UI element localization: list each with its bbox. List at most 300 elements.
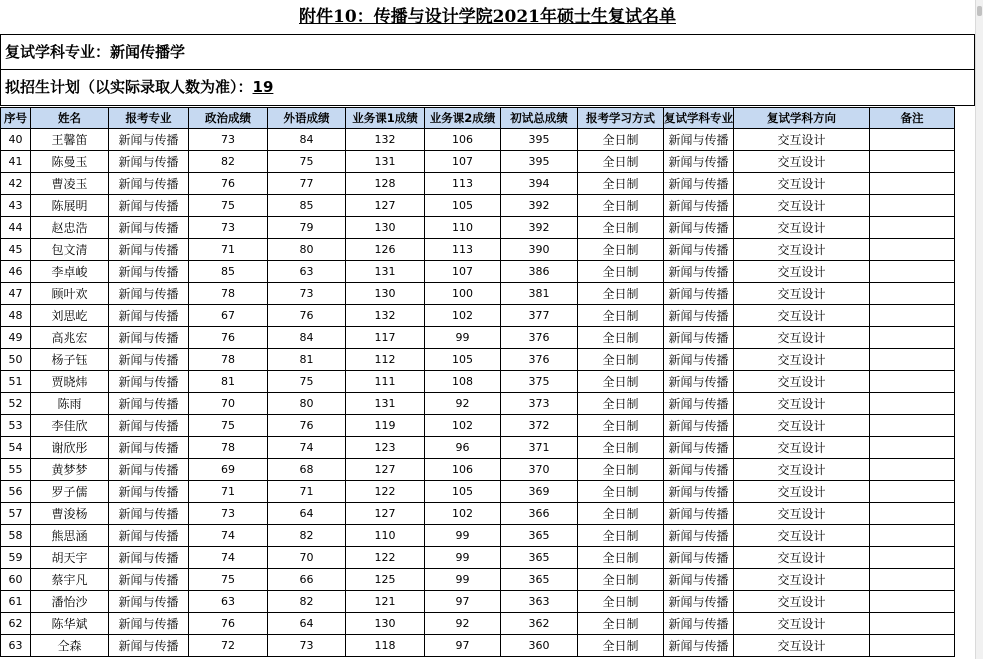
header-cell[interactable]: 报考学习方式 — [578, 108, 664, 129]
table-cell[interactable]: 新闻与传播 — [664, 459, 734, 481]
table-cell[interactable]: 新闻与传播 — [109, 195, 189, 217]
table-cell[interactable] — [870, 195, 955, 217]
table-cell[interactable]: 新闻与传播 — [664, 635, 734, 657]
table-cell[interactable]: 130 — [346, 283, 425, 305]
table-cell[interactable]: 76 — [189, 173, 268, 195]
table-cell[interactable]: 全日制 — [578, 503, 664, 525]
table-cell[interactable]: 全日制 — [578, 635, 664, 657]
header-cell[interactable]: 报考专业 — [109, 108, 189, 129]
table-cell[interactable]: 127 — [346, 503, 425, 525]
table-cell[interactable] — [870, 393, 955, 415]
table-cell[interactable]: 80 — [268, 393, 346, 415]
table-cell[interactable]: 交互设计 — [734, 525, 870, 547]
table-cell[interactable]: 132 — [346, 129, 425, 151]
table-cell[interactable]: 80 — [268, 239, 346, 261]
table-cell[interactable]: 105 — [425, 195, 501, 217]
table-cell[interactable]: 陈雨 — [31, 393, 109, 415]
table-cell[interactable] — [870, 459, 955, 481]
table-cell[interactable]: 新闻与传播 — [664, 569, 734, 591]
table-cell[interactable] — [870, 239, 955, 261]
table-cell[interactable]: 392 — [501, 217, 578, 239]
table-cell[interactable]: 81 — [268, 349, 346, 371]
table-cell[interactable]: 390 — [501, 239, 578, 261]
table-cell[interactable]: 新闻与传播 — [109, 481, 189, 503]
table-cell[interactable]: 新闻与传播 — [109, 129, 189, 151]
table-cell[interactable]: 73 — [268, 635, 346, 657]
table-cell[interactable]: 胡天宇 — [31, 547, 109, 569]
table-cell[interactable] — [870, 151, 955, 173]
table-cell[interactable]: 蔡宇凡 — [31, 569, 109, 591]
table-cell[interactable]: 113 — [425, 173, 501, 195]
table-cell[interactable]: 372 — [501, 415, 578, 437]
table-cell[interactable] — [870, 261, 955, 283]
table-cell[interactable] — [870, 481, 955, 503]
table-cell[interactable] — [870, 349, 955, 371]
table-cell[interactable]: 75 — [189, 569, 268, 591]
table-cell[interactable]: 112 — [346, 349, 425, 371]
table-cell[interactable]: 100 — [425, 283, 501, 305]
table-cell[interactable]: 新闻与传播 — [664, 547, 734, 569]
table-cell[interactable]: 新闻与传播 — [109, 503, 189, 525]
table-cell[interactable]: 新闻与传播 — [664, 393, 734, 415]
table-cell[interactable]: 新闻与传播 — [109, 173, 189, 195]
table-cell[interactable]: 105 — [425, 481, 501, 503]
table-cell[interactable]: 76 — [189, 613, 268, 635]
table-cell[interactable]: 131 — [346, 151, 425, 173]
table-cell[interactable]: 363 — [501, 591, 578, 613]
table-cell[interactable]: 全日制 — [578, 415, 664, 437]
table-cell[interactable]: 54 — [1, 437, 31, 459]
table-cell[interactable]: 交互设计 — [734, 151, 870, 173]
table-cell[interactable]: 366 — [501, 503, 578, 525]
table-cell[interactable] — [870, 547, 955, 569]
table-cell[interactable]: 交互设计 — [734, 481, 870, 503]
table-cell[interactable] — [870, 635, 955, 657]
table-cell[interactable]: 刘思屹 — [31, 305, 109, 327]
table-cell[interactable] — [870, 613, 955, 635]
table-cell[interactable]: 394 — [501, 173, 578, 195]
table-cell[interactable]: 杨子钰 — [31, 349, 109, 371]
table-cell[interactable]: 102 — [425, 503, 501, 525]
table-cell[interactable] — [870, 569, 955, 591]
table-cell[interactable]: 105 — [425, 349, 501, 371]
table-cell[interactable]: 交互设计 — [734, 437, 870, 459]
table-cell[interactable]: 全日制 — [578, 459, 664, 481]
table-cell[interactable]: 新闻与传播 — [664, 327, 734, 349]
table-cell[interactable]: 55 — [1, 459, 31, 481]
table-cell[interactable]: 92 — [425, 613, 501, 635]
table-cell[interactable]: 交互设计 — [734, 349, 870, 371]
table-cell[interactable]: 45 — [1, 239, 31, 261]
table-cell[interactable]: 交互设计 — [734, 569, 870, 591]
table-cell[interactable]: 106 — [425, 459, 501, 481]
table-cell[interactable]: 373 — [501, 393, 578, 415]
table-cell[interactable]: 99 — [425, 525, 501, 547]
table-cell[interactable]: 新闻与传播 — [664, 349, 734, 371]
table-cell[interactable]: 82 — [268, 591, 346, 613]
table-cell[interactable]: 123 — [346, 437, 425, 459]
table-cell[interactable]: 交互设计 — [734, 283, 870, 305]
table-cell[interactable]: 全日制 — [578, 569, 664, 591]
table-cell[interactable]: 全日制 — [578, 525, 664, 547]
table-cell[interactable]: 62 — [1, 613, 31, 635]
table-cell[interactable]: 107 — [425, 151, 501, 173]
table-cell[interactable] — [870, 129, 955, 151]
table-cell[interactable]: 全日制 — [578, 195, 664, 217]
table-cell[interactable]: 40 — [1, 129, 31, 151]
subject-row[interactable] — [0, 35, 975, 70]
table-cell[interactable]: 63 — [268, 261, 346, 283]
table-cell[interactable]: 新闻与传播 — [664, 415, 734, 437]
table-cell[interactable]: 118 — [346, 635, 425, 657]
table-cell[interactable]: 92 — [425, 393, 501, 415]
table-cell[interactable]: 362 — [501, 613, 578, 635]
table-cell[interactable]: 61 — [1, 591, 31, 613]
table-cell[interactable]: 111 — [346, 371, 425, 393]
table-cell[interactable]: 李佳欣 — [31, 415, 109, 437]
table-cell[interactable] — [870, 371, 955, 393]
table-cell[interactable]: 126 — [346, 239, 425, 261]
table-cell[interactable]: 新闻与传播 — [664, 151, 734, 173]
table-cell[interactable]: 全日制 — [578, 547, 664, 569]
table-cell[interactable]: 交互设计 — [734, 173, 870, 195]
table-cell[interactable]: 高兆宏 — [31, 327, 109, 349]
header-cell[interactable]: 序号 — [1, 108, 31, 129]
table-cell[interactable]: 59 — [1, 547, 31, 569]
table-cell[interactable]: 73 — [268, 283, 346, 305]
table-cell[interactable]: 全日制 — [578, 481, 664, 503]
table-cell[interactable] — [870, 437, 955, 459]
table-cell[interactable]: 73 — [189, 129, 268, 151]
table-cell[interactable]: 48 — [1, 305, 31, 327]
table-cell[interactable]: 85 — [268, 195, 346, 217]
header-cell[interactable]: 业务课2成绩 — [425, 108, 501, 129]
table-cell[interactable]: 57 — [1, 503, 31, 525]
table-cell[interactable]: 47 — [1, 283, 31, 305]
header-cell[interactable]: 初试总成绩 — [501, 108, 578, 129]
table-cell[interactable]: 82 — [189, 151, 268, 173]
table-cell[interactable]: 全日制 — [578, 305, 664, 327]
table-cell[interactable]: 392 — [501, 195, 578, 217]
table-cell[interactable]: 395 — [501, 129, 578, 151]
table-cell[interactable]: 全日制 — [578, 349, 664, 371]
header-cell[interactable]: 外语成绩 — [268, 108, 346, 129]
table-cell[interactable]: 125 — [346, 569, 425, 591]
table-cell[interactable]: 78 — [189, 437, 268, 459]
table-cell[interactable]: 新闻与传播 — [109, 525, 189, 547]
table-cell[interactable]: 交互设计 — [734, 459, 870, 481]
table-cell[interactable]: 新闻与传播 — [664, 173, 734, 195]
table-cell[interactable] — [870, 415, 955, 437]
table-cell[interactable]: 交互设计 — [734, 195, 870, 217]
table-cell[interactable]: 71 — [268, 481, 346, 503]
table-cell[interactable]: 121 — [346, 591, 425, 613]
table-cell[interactable]: 新闻与传播 — [109, 349, 189, 371]
table-cell[interactable] — [870, 217, 955, 239]
table-cell[interactable]: 97 — [425, 635, 501, 657]
table-cell[interactable]: 110 — [425, 217, 501, 239]
table-cell[interactable]: 77 — [268, 173, 346, 195]
table-cell[interactable]: 新闻与传播 — [664, 481, 734, 503]
table-cell[interactable]: 110 — [346, 525, 425, 547]
table-cell[interactable]: 新闻与传播 — [109, 283, 189, 305]
table-cell[interactable]: 交互设计 — [734, 503, 870, 525]
table-cell[interactable] — [870, 591, 955, 613]
table-cell[interactable]: 新闻与传播 — [109, 327, 189, 349]
table-cell[interactable]: 131 — [346, 393, 425, 415]
table-cell[interactable]: 113 — [425, 239, 501, 261]
table-cell[interactable]: 新闻与传播 — [664, 503, 734, 525]
table-cell[interactable]: 96 — [425, 437, 501, 459]
table-cell[interactable]: 新闻与传播 — [109, 569, 189, 591]
table-cell[interactable]: 黄梦梦 — [31, 459, 109, 481]
table-cell[interactable]: 127 — [346, 195, 425, 217]
table-cell[interactable]: 376 — [501, 349, 578, 371]
table-cell[interactable]: 贾晓炜 — [31, 371, 109, 393]
table-cell[interactable]: 新闻与传播 — [109, 459, 189, 481]
table-cell[interactable] — [870, 283, 955, 305]
table-cell[interactable]: 52 — [1, 393, 31, 415]
table-cell[interactable]: 108 — [425, 371, 501, 393]
table-cell[interactable]: 全日制 — [578, 327, 664, 349]
table-cell[interactable]: 仝森 — [31, 635, 109, 657]
table-cell[interactable]: 127 — [346, 459, 425, 481]
table-cell[interactable]: 赵忠浩 — [31, 217, 109, 239]
table-cell[interactable]: 72 — [189, 635, 268, 657]
table-cell[interactable]: 70 — [268, 547, 346, 569]
table-cell[interactable]: 119 — [346, 415, 425, 437]
table-cell[interactable]: 63 — [1, 635, 31, 657]
table-cell[interactable] — [870, 305, 955, 327]
table-cell[interactable]: 罗子儒 — [31, 481, 109, 503]
table-cell[interactable]: 43 — [1, 195, 31, 217]
table-cell[interactable]: 全日制 — [578, 173, 664, 195]
table-cell[interactable]: 122 — [346, 481, 425, 503]
table-cell[interactable]: 58 — [1, 525, 31, 547]
table-cell[interactable]: 新闻与传播 — [664, 283, 734, 305]
table-cell[interactable]: 365 — [501, 525, 578, 547]
table-cell[interactable]: 97 — [425, 591, 501, 613]
table-cell[interactable]: 全日制 — [578, 261, 664, 283]
table-cell[interactable]: 包文清 — [31, 239, 109, 261]
table-cell[interactable]: 新闻与传播 — [109, 437, 189, 459]
table-cell[interactable]: 新闻与传播 — [664, 217, 734, 239]
table-cell[interactable]: 360 — [501, 635, 578, 657]
table-cell[interactable]: 64 — [268, 503, 346, 525]
table-cell[interactable]: 交互设计 — [734, 239, 870, 261]
table-cell[interactable]: 新闻与传播 — [109, 635, 189, 657]
table-cell[interactable]: 371 — [501, 437, 578, 459]
table-cell[interactable]: 84 — [268, 327, 346, 349]
table-cell[interactable]: 102 — [425, 415, 501, 437]
table-cell[interactable]: 交互设计 — [734, 217, 870, 239]
table-cell[interactable]: 新闻与传播 — [109, 151, 189, 173]
table-cell[interactable]: 64 — [268, 613, 346, 635]
table-cell[interactable]: 56 — [1, 481, 31, 503]
table-cell[interactable]: 73 — [189, 503, 268, 525]
table-cell[interactable]: 新闻与传播 — [109, 547, 189, 569]
table-cell[interactable]: 新闻与传播 — [664, 613, 734, 635]
table-cell[interactable]: 新闻与传播 — [664, 305, 734, 327]
table-cell[interactable]: 76 — [268, 415, 346, 437]
table-cell[interactable]: 全日制 — [578, 283, 664, 305]
table-cell[interactable]: 74 — [189, 525, 268, 547]
table-cell[interactable]: 365 — [501, 547, 578, 569]
table-cell[interactable]: 60 — [1, 569, 31, 591]
table-cell[interactable]: 74 — [268, 437, 346, 459]
table-cell[interactable]: 381 — [501, 283, 578, 305]
table-cell[interactable]: 369 — [501, 481, 578, 503]
table-cell[interactable]: 新闻与传播 — [109, 393, 189, 415]
table-cell[interactable]: 370 — [501, 459, 578, 481]
table-cell[interactable]: 全日制 — [578, 591, 664, 613]
table-cell[interactable]: 68 — [268, 459, 346, 481]
table-cell[interactable]: 106 — [425, 129, 501, 151]
table-cell[interactable]: 122 — [346, 547, 425, 569]
table-cell[interactable]: 新闻与传播 — [109, 261, 189, 283]
table-cell[interactable]: 75 — [189, 195, 268, 217]
table-cell[interactable]: 75 — [268, 371, 346, 393]
table-cell[interactable]: 新闻与传播 — [664, 371, 734, 393]
table-cell[interactable]: 132 — [346, 305, 425, 327]
table-cell[interactable]: 熊思涵 — [31, 525, 109, 547]
table-cell[interactable]: 交互设计 — [734, 613, 870, 635]
table-cell[interactable] — [870, 503, 955, 525]
table-cell[interactable]: 99 — [425, 327, 501, 349]
table-cell[interactable]: 新闻与传播 — [109, 305, 189, 327]
table-cell[interactable]: 131 — [346, 261, 425, 283]
header-cell[interactable]: 复试学科方向 — [734, 108, 870, 129]
table-cell[interactable]: 新闻与传播 — [664, 195, 734, 217]
header-cell[interactable]: 业务课1成绩 — [346, 108, 425, 129]
table-cell[interactable] — [870, 327, 955, 349]
table-cell[interactable]: 新闻与传播 — [664, 525, 734, 547]
table-cell[interactable]: 交互设计 — [734, 591, 870, 613]
table-cell[interactable]: 42 — [1, 173, 31, 195]
table-cell[interactable]: 386 — [501, 261, 578, 283]
table-cell[interactable]: 76 — [268, 305, 346, 327]
table-cell[interactable]: 377 — [501, 305, 578, 327]
table-cell[interactable]: 46 — [1, 261, 31, 283]
table-cell[interactable]: 谢欣彤 — [31, 437, 109, 459]
header-cell[interactable]: 复试学科专业 — [664, 108, 734, 129]
table-cell[interactable]: 99 — [425, 547, 501, 569]
table-cell[interactable]: 新闻与传播 — [109, 415, 189, 437]
table-cell[interactable]: 44 — [1, 217, 31, 239]
table-cell[interactable]: 陈展明 — [31, 195, 109, 217]
table-cell[interactable] — [870, 173, 955, 195]
table-cell[interactable]: 75 — [268, 151, 346, 173]
table-cell[interactable]: 395 — [501, 151, 578, 173]
table-cell[interactable]: 67 — [189, 305, 268, 327]
table-cell[interactable]: 53 — [1, 415, 31, 437]
table-cell[interactable]: 107 — [425, 261, 501, 283]
table-cell[interactable]: 全日制 — [578, 129, 664, 151]
table-cell[interactable]: 全日制 — [578, 217, 664, 239]
table-cell[interactable]: 交互设计 — [734, 415, 870, 437]
table-cell[interactable]: 365 — [501, 569, 578, 591]
table-cell[interactable]: 曹浚杨 — [31, 503, 109, 525]
table-cell[interactable]: 新闻与传播 — [109, 239, 189, 261]
table-cell[interactable]: 陈曼玉 — [31, 151, 109, 173]
table-cell[interactable]: 交互设计 — [734, 371, 870, 393]
table-cell[interactable]: 新闻与传播 — [109, 591, 189, 613]
header-cell[interactable]: 政治成绩 — [189, 108, 268, 129]
table-cell[interactable]: 曹凌玉 — [31, 173, 109, 195]
table-cell[interactable]: 49 — [1, 327, 31, 349]
table-cell[interactable]: 84 — [268, 129, 346, 151]
table-cell[interactable]: 陈华斌 — [31, 613, 109, 635]
table-cell[interactable]: 新闻与传播 — [109, 217, 189, 239]
table-cell[interactable]: 交互设计 — [734, 547, 870, 569]
table-cell[interactable]: 82 — [268, 525, 346, 547]
table-cell[interactable]: 全日制 — [578, 613, 664, 635]
vertical-scrollbar[interactable] — [975, 0, 983, 659]
table-cell[interactable]: 376 — [501, 327, 578, 349]
table-cell[interactable]: 66 — [268, 569, 346, 591]
table-cell[interactable]: 新闻与传播 — [109, 613, 189, 635]
table-cell[interactable]: 130 — [346, 613, 425, 635]
table-cell[interactable]: 99 — [425, 569, 501, 591]
table-cell[interactable]: 51 — [1, 371, 31, 393]
table-cell[interactable]: 新闻与传播 — [664, 261, 734, 283]
table-cell[interactable]: 74 — [189, 547, 268, 569]
table-cell[interactable]: 全日制 — [578, 437, 664, 459]
table-cell[interactable]: 130 — [346, 217, 425, 239]
table-cell[interactable]: 交互设计 — [734, 327, 870, 349]
table-cell[interactable]: 78 — [189, 283, 268, 305]
table-cell[interactable]: 69 — [189, 459, 268, 481]
header-cell[interactable]: 备注 — [870, 108, 955, 129]
table-cell[interactable]: 全日制 — [578, 151, 664, 173]
table-cell[interactable]: 交互设计 — [734, 305, 870, 327]
table-cell[interactable]: 63 — [189, 591, 268, 613]
table-cell[interactable]: 交互设计 — [734, 261, 870, 283]
table-cell[interactable]: 潘怡沙 — [31, 591, 109, 613]
table-cell[interactable]: 117 — [346, 327, 425, 349]
table-cell[interactable]: 375 — [501, 371, 578, 393]
scrollbar-thumb[interactable] — [977, 6, 982, 16]
table-cell[interactable]: 顾叶欢 — [31, 283, 109, 305]
table-cell[interactable]: 交互设计 — [734, 635, 870, 657]
table-cell[interactable] — [870, 525, 955, 547]
table-cell[interactable]: 50 — [1, 349, 31, 371]
table-cell[interactable]: 71 — [189, 239, 268, 261]
plan-row[interactable] — [0, 70, 975, 106]
table-cell[interactable]: 全日制 — [578, 393, 664, 415]
table-cell[interactable]: 全日制 — [578, 239, 664, 261]
table-cell[interactable]: 76 — [189, 327, 268, 349]
header-cell[interactable]: 姓名 — [31, 108, 109, 129]
table-cell[interactable]: 41 — [1, 151, 31, 173]
table-cell[interactable]: 128 — [346, 173, 425, 195]
table-cell[interactable]: 交互设计 — [734, 393, 870, 415]
table-cell[interactable]: 75 — [189, 415, 268, 437]
table-cell[interactable]: 73 — [189, 217, 268, 239]
table-cell[interactable]: 全日制 — [578, 371, 664, 393]
table-cell[interactable]: 王馨笛 — [31, 129, 109, 151]
table-cell[interactable]: 81 — [189, 371, 268, 393]
table-cell[interactable]: 李卓峻 — [31, 261, 109, 283]
table-cell[interactable]: 新闻与传播 — [664, 437, 734, 459]
table-cell[interactable]: 交互设计 — [734, 129, 870, 151]
table-cell[interactable]: 新闻与传播 — [109, 371, 189, 393]
table-cell[interactable]: 71 — [189, 481, 268, 503]
table-cell[interactable]: 新闻与传播 — [664, 239, 734, 261]
table-cell[interactable]: 79 — [268, 217, 346, 239]
table-cell[interactable]: 70 — [189, 393, 268, 415]
table-cell[interactable]: 新闻与传播 — [664, 591, 734, 613]
